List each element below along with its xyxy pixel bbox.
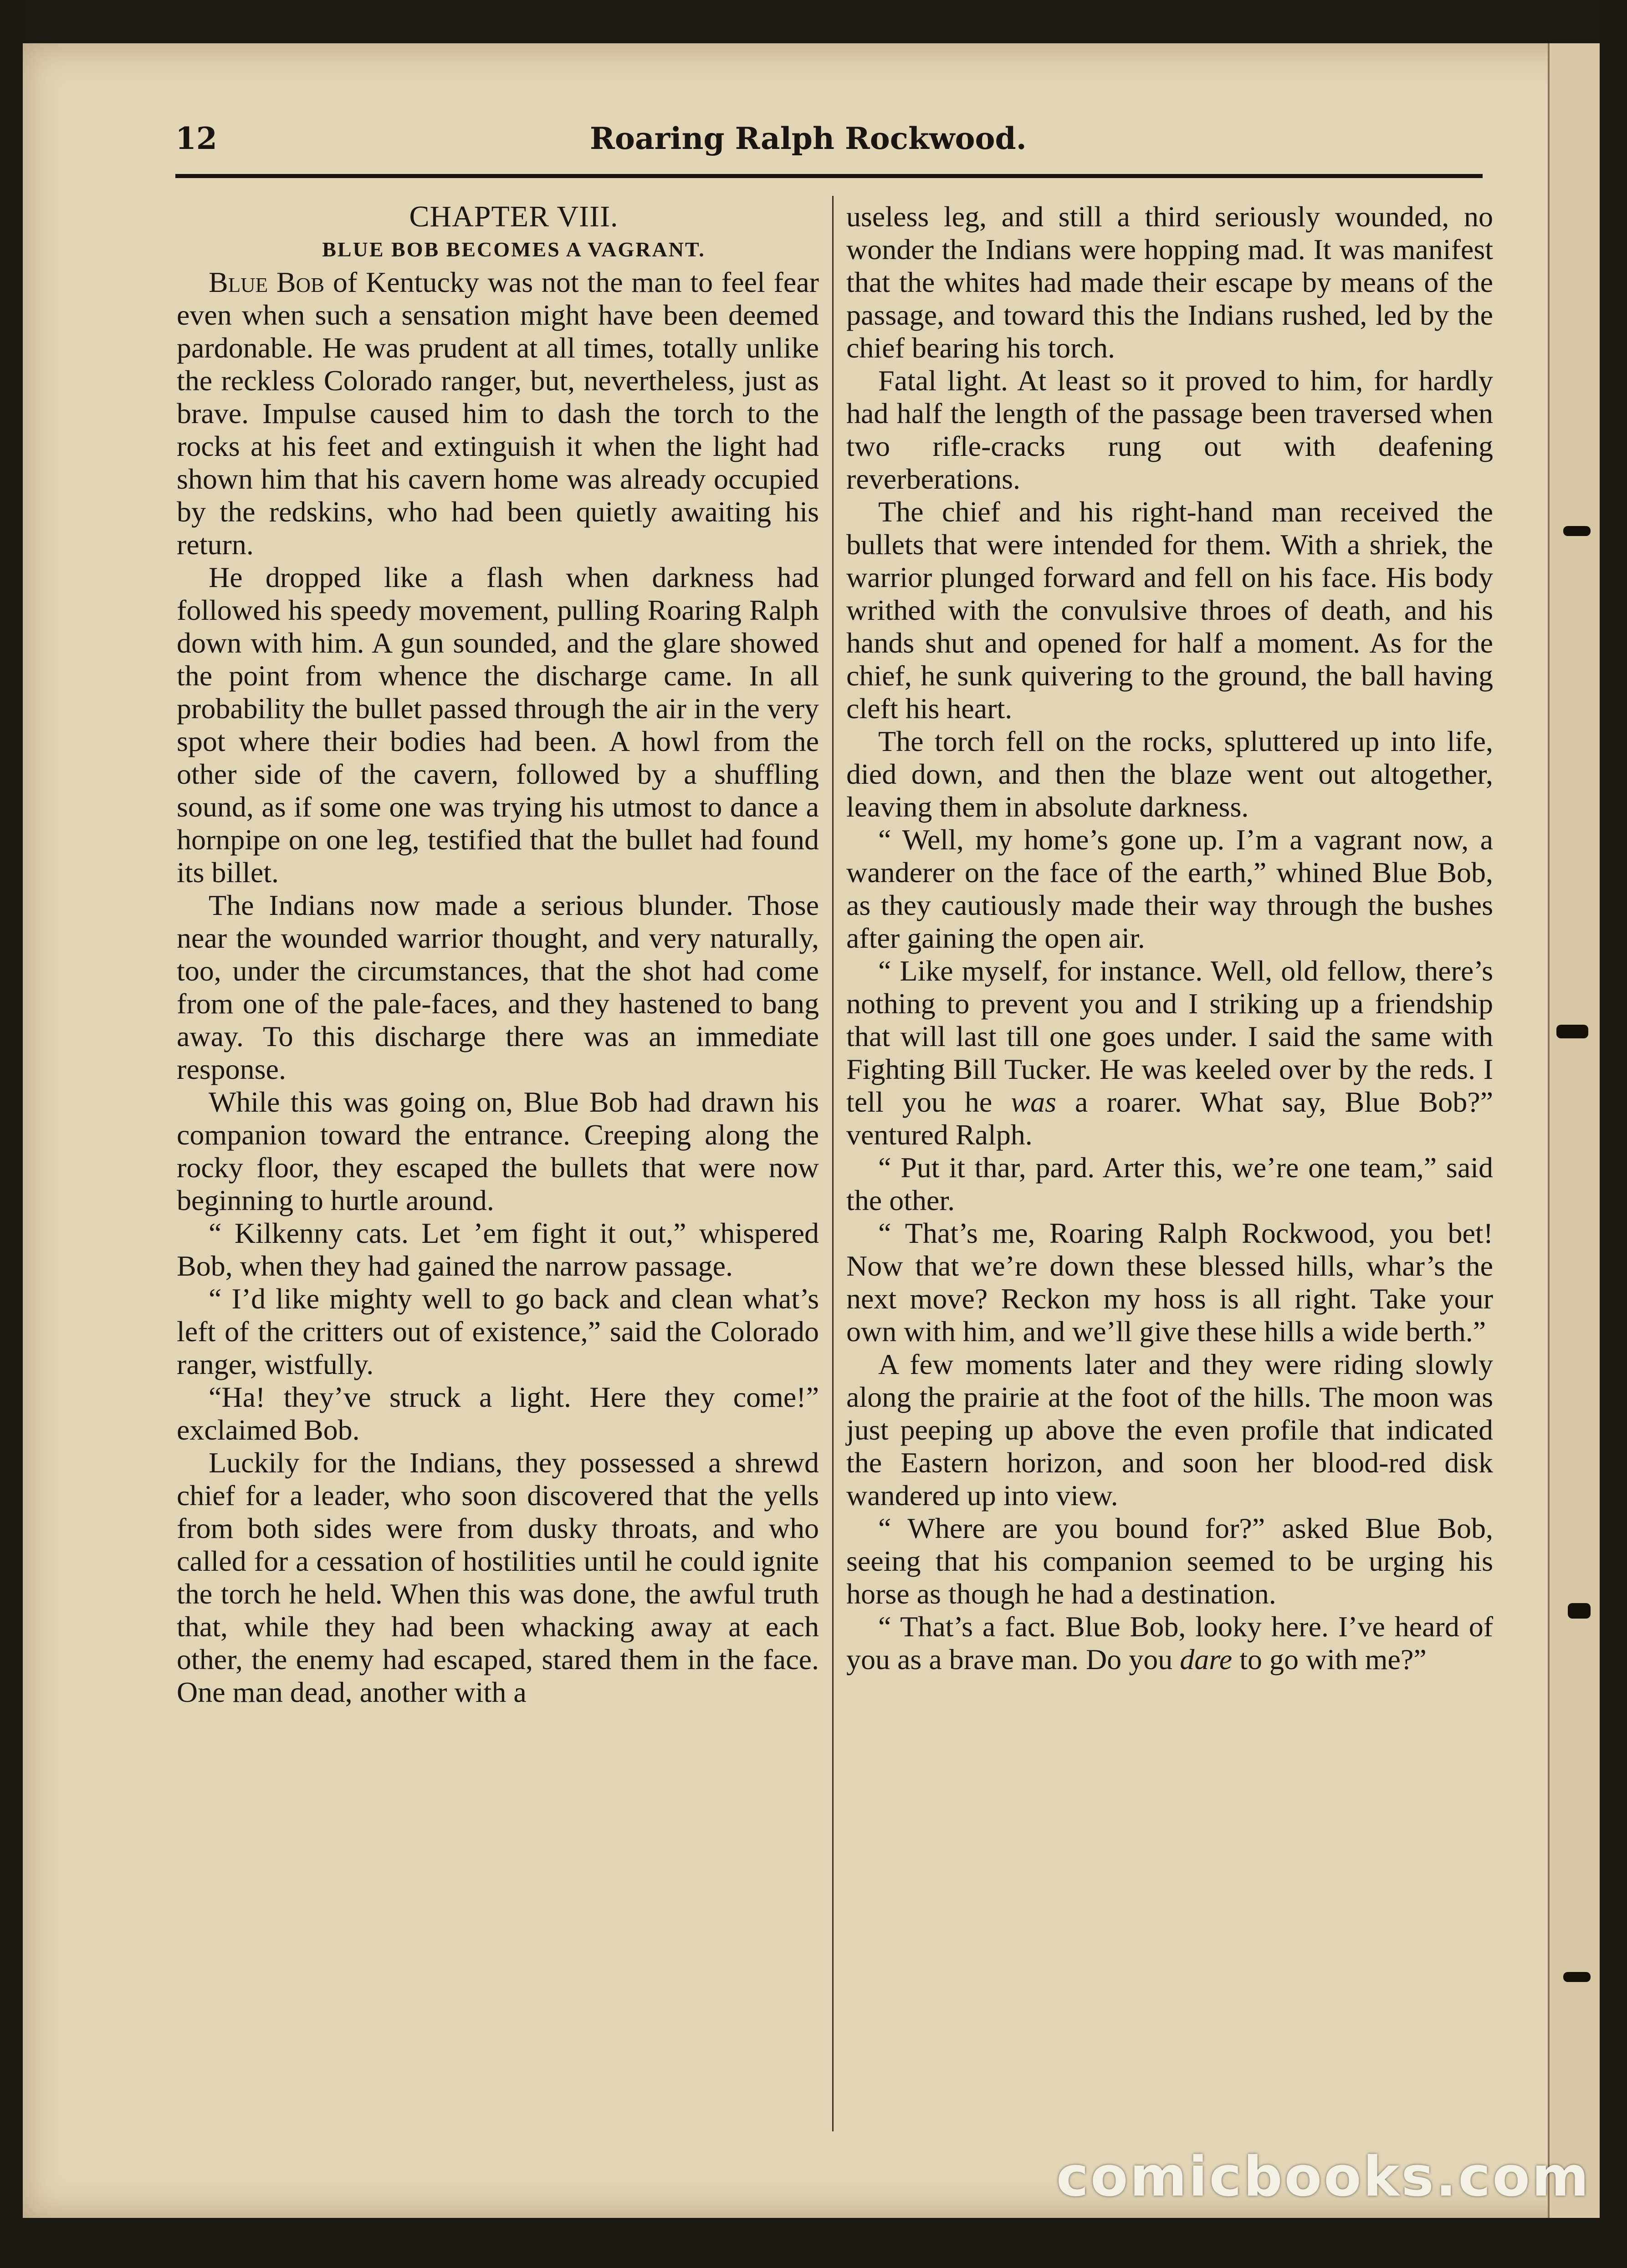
paragraph: “ Where are you bound for?” asked Blue Bob, seeing that his companion seemed to be urging his horse as though he had a destination. <box>846 1512 1493 1610</box>
paragraph: “ Put it thar, pard. Arter this, we’re one team,” said the other. <box>846 1151 1493 1216</box>
paragraph: A few moments later and they were riding slowly along the prairie at the foot of the hills. The moon was just peeping up above the even profile that indicated the Eastern horizon, and soon her blood-red disk wandered up into view. <box>846 1348 1493 1512</box>
watermark-logo: comicbooks.com <box>1056 2145 1591 2209</box>
header-rule <box>175 174 1483 178</box>
facing-page-edge <box>1548 43 1600 2218</box>
running-title: Roaring Ralph Rockwood. <box>590 121 1027 156</box>
chapter-subtitle: BLUE BOB BECOMES A VAGRANT. <box>322 238 706 261</box>
paragraph: Luckily for the Indians, they possessed a shrewd chief for a leader, who soon discovered that the yells from both sides were from dusky throats, and who called for a cessation of hostilities until he could ignite the torch he held. When this was done, the awful truth that, while they had been whacking away at each other, the enemy had escaped, stared them in the face. One man dead, another with a <box>177 1446 819 1708</box>
emphasis: was <box>1011 1086 1056 1118</box>
paragraph: He dropped like a flash when darkness had followed his speedy movement, pulling Roaring Ralph down with him. A gun sounded, and the glare showed the point from whence the discharge came. In all probability the bullet passed through the air in the very spot where their bodies had been. A howl from the other side of the cavern, followed by a shuffling sound, as if some one was trying his utmost to dance a hornpipe on one leg, testified that the bullet had found its billet. <box>177 561 819 889</box>
page-number: 12 <box>175 121 217 156</box>
paragraph: The torch fell on the rocks, spluttered up into life, died down, and then the blaze went out altogether, leaving them in absolute darkness. <box>846 725 1493 823</box>
lead-words: Blue Bob <box>209 266 325 298</box>
binding-mark <box>1563 1972 1591 1982</box>
paragraph: “ Kilkenny cats. Let ’em fight it out,” whispered Bob, when they had gained the narrow passage. <box>177 1217 819 1282</box>
paragraph: The Indians now made a serious blunder. Those near the wounded warrior thought, and very naturally, too, under the circumstances, that the shot had come from one of the pale-faces, and they hastened to bang away. To this discharge there was an immediate response. <box>177 889 819 1085</box>
chapter-title: CHAPTER VIII. <box>409 200 619 233</box>
column-divider <box>832 196 834 2131</box>
scan-background-top <box>0 0 1627 43</box>
left-column <box>177 200 819 2131</box>
binding-mark <box>1563 526 1591 536</box>
scan-background-bottom <box>0 2218 1627 2268</box>
binding-mark <box>1556 1025 1588 1038</box>
paragraph: “ Well, my home’s gone up. I’m a vagrant now, a wanderer on the face of the earth,” whined Blue Bob, as they cautiously made their way through the bushes after gaining the open air. <box>846 823 1493 954</box>
paragraph: “ That’s a fact. Blue Bob, looky here. I’ve heard of you as a brave man. Do you dare to go with me?” <box>846 1610 1493 1675</box>
paragraph: While this was going on, Blue Bob had drawn his companion toward the entrance. Creeping along the rocky floor, they escaped the bullets that were now beginning to hurtle around. <box>177 1086 819 1216</box>
scan-background-right <box>1600 0 1627 2268</box>
binding-mark <box>1568 1603 1591 1619</box>
paragraph: “Ha! they’ve struck a light. Here they come!” exclaimed Bob. <box>177 1381 819 1446</box>
emphasis: dare <box>1180 1643 1233 1675</box>
scan-background-left <box>0 0 23 2268</box>
paragraph: useless leg, and still a third seriously wounded, no wonder the Indians were hopping mad. It was manifest that the whites had made their escape by means of the passage, and toward this the Indians rushed, led by the chief bearing his torch. <box>846 200 1493 364</box>
paragraph: “ Like myself, for instance. Well, old fellow, there’s nothing to prevent you and I striking up a friendship that will last till one goes under. I said the same with Fighting Bill Tucker. He was keeled over by the reds. I tell you he was a roarer. What say, Blue Bob?” ventured Ralph. <box>846 955 1493 1151</box>
paragraph: Blue Bob of Kentucky was not the man to feel fear even when such a sensation might have been deemed pardonable. He was prudent at all times, totally unlike the reckless Colorado ranger, but, nevertheless, just as brave. Impulse caused him to dash the torch to the rocks at his feet and extinguish it when the light had shown him that his cavern home was already occupied by the redskins, who had been quietly awaiting his return. <box>177 266 819 561</box>
paragraph: “ That’s me, Roaring Ralph Rockwood, you bet! Now that we’re down these blessed hills, whar’s the next move? Reckon my hoss is all right. Take your own with him, and we’ll give these hills a wide berth.” <box>846 1217 1493 1348</box>
right-column <box>846 200 1493 2131</box>
paragraph: Fatal light. At least so it proved to him, for hardly had half the length of the passage been traversed when two rifle-cracks rung out with deafening reverberations. <box>846 364 1493 495</box>
paragraph: The chief and his right-hand man received the bullets that were intended for them. With a shriek, the warrior plunged forward and fell on his face. His body writhed with the convulsive throes of death, and his hands shut and opened for half a moment. As for the chief, he sunk quivering to the ground, the ball having cleft his heart. <box>846 495 1493 725</box>
paragraph: “ I’d like mighty well to go back and clean what’s left of the critters out of existence,” said the Colorado ranger, wistfully. <box>177 1282 819 1380</box>
page-header <box>157 121 1483 175</box>
